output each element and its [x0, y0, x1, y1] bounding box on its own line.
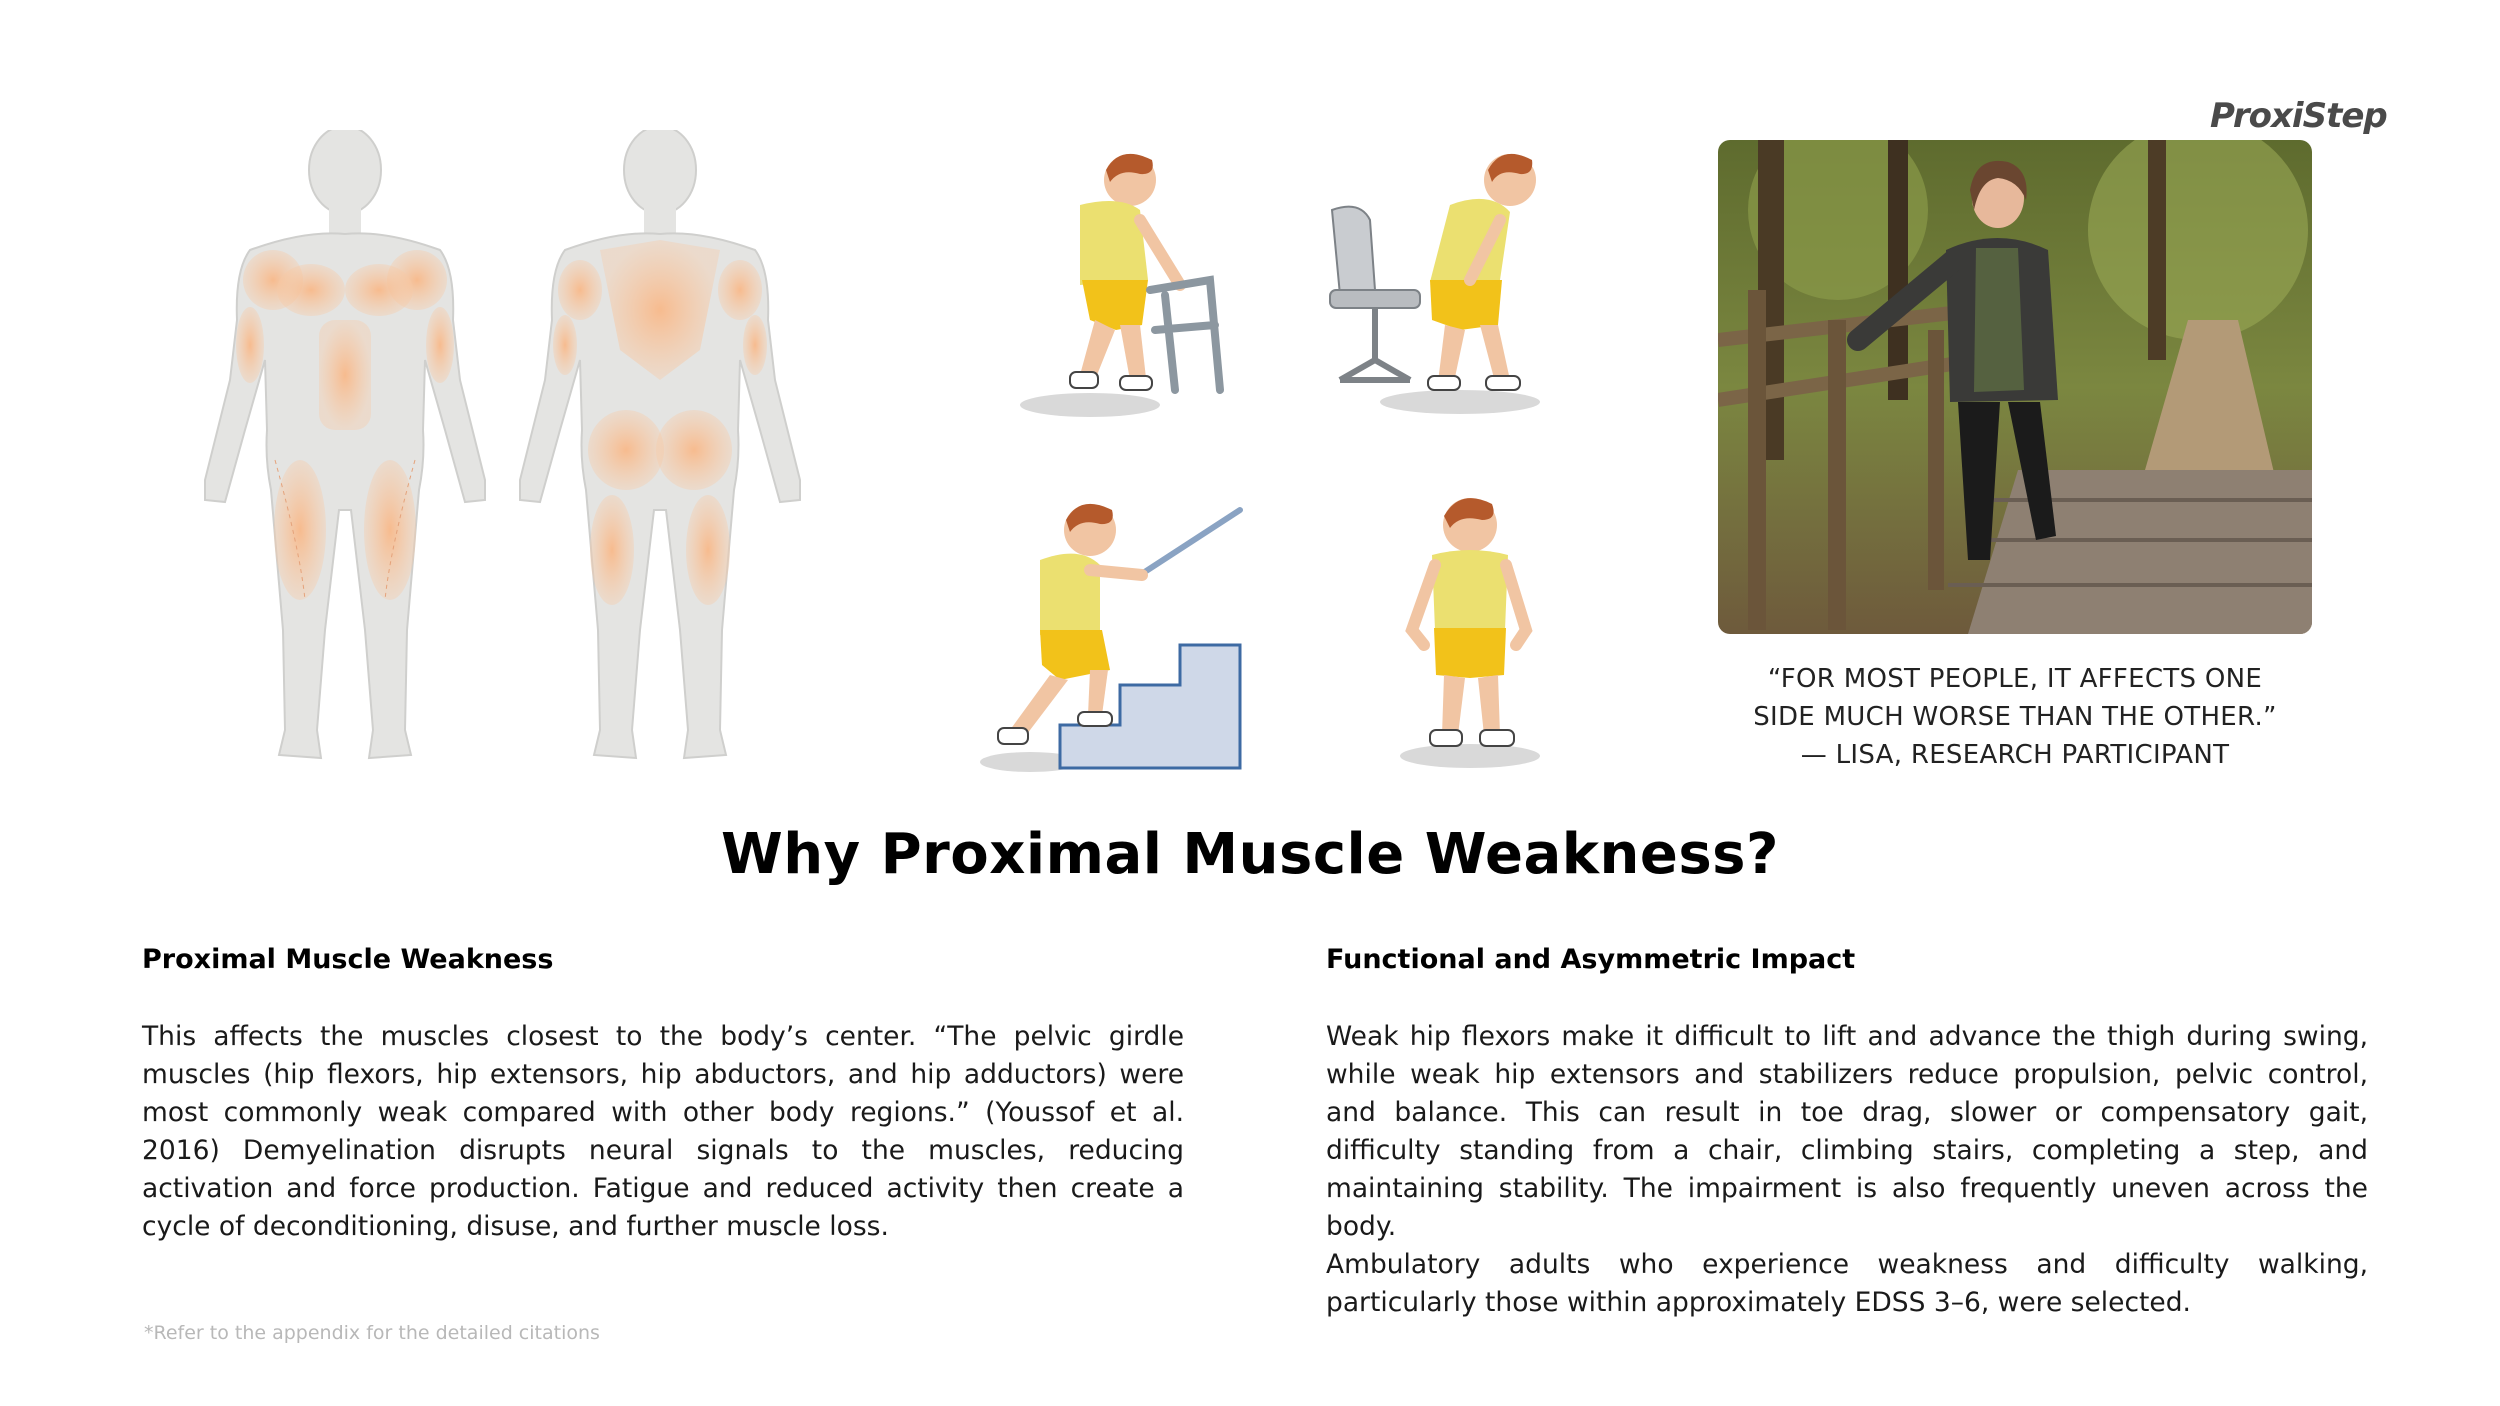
quote-line-2: SIDE MUCH WORSE THAN THE OTHER.”: [1753, 702, 2277, 732]
chair-rise-illustration: [1320, 130, 1650, 450]
participant-photo: [1718, 140, 2312, 634]
section-body-right-selection: Ambulatory adults who experience weakness and difficulty walking, particularly those within approximately EDSS 3–6, were selected.: [1326, 1249, 2368, 1318]
section-heading-right: Functional and Asymmetric Impact: [1326, 944, 1856, 975]
page-title: Why Proximal Muscle Weakness?: [721, 822, 1779, 887]
quote-attribution: — LISA, RESEARCH PARTICIPANT: [1800, 740, 2230, 770]
standing-balance-illustration: [1320, 480, 1650, 800]
section-body-left: This affects the muscles closest to the body’s center. “The pelvic girdle muscles (hip flexors, hip extensors, hip abductors, and hip adductors) were most commonly weak compared with other body regions.” (Youssof et al. 2016) Demyelination disrupts neural signals to the muscles, reducing activation and force production. Fatigue and reduced activity then create a cycle of deconditioning, disuse, and further muscle loss.: [142, 1021, 1184, 1242]
logo-text: ProxiStep: [2210, 96, 2387, 136]
proximal-weakness-section: [142, 940, 1184, 1246]
functional-impact-section: [1326, 940, 2368, 1322]
stair-climb-illustration: [970, 480, 1300, 800]
anatomy-front-figure: [205, 130, 485, 758]
anatomy-back-figure: [520, 130, 800, 758]
citation-footnote: *Refer to the appendix for the detailed citations: [144, 1322, 600, 1344]
participant-quote: [1690, 660, 2340, 774]
walker-illustration: [970, 130, 1300, 450]
section-heading-left: Proximal Muscle Weakness: [142, 944, 554, 975]
quote-line-1: “FOR MOST PEOPLE, IT AFFECTS ONE: [1767, 664, 2263, 694]
section-body-right: Weak hip flexors make it difficult to lift and advance the thigh during swing, while weak hip extensors and stabilizers reduce propulsion, pelvic control, and balance. This can result in toe drag, slower or compensatory gait, difficulty standing from a chair, climbing stairs, completing a step, and maintaining stability. The impairment is also frequently uneven across the body.: [1326, 1021, 2368, 1242]
proxistep-logo: [2210, 96, 2387, 146]
muscle-anatomy-illustration: [170, 130, 830, 790]
